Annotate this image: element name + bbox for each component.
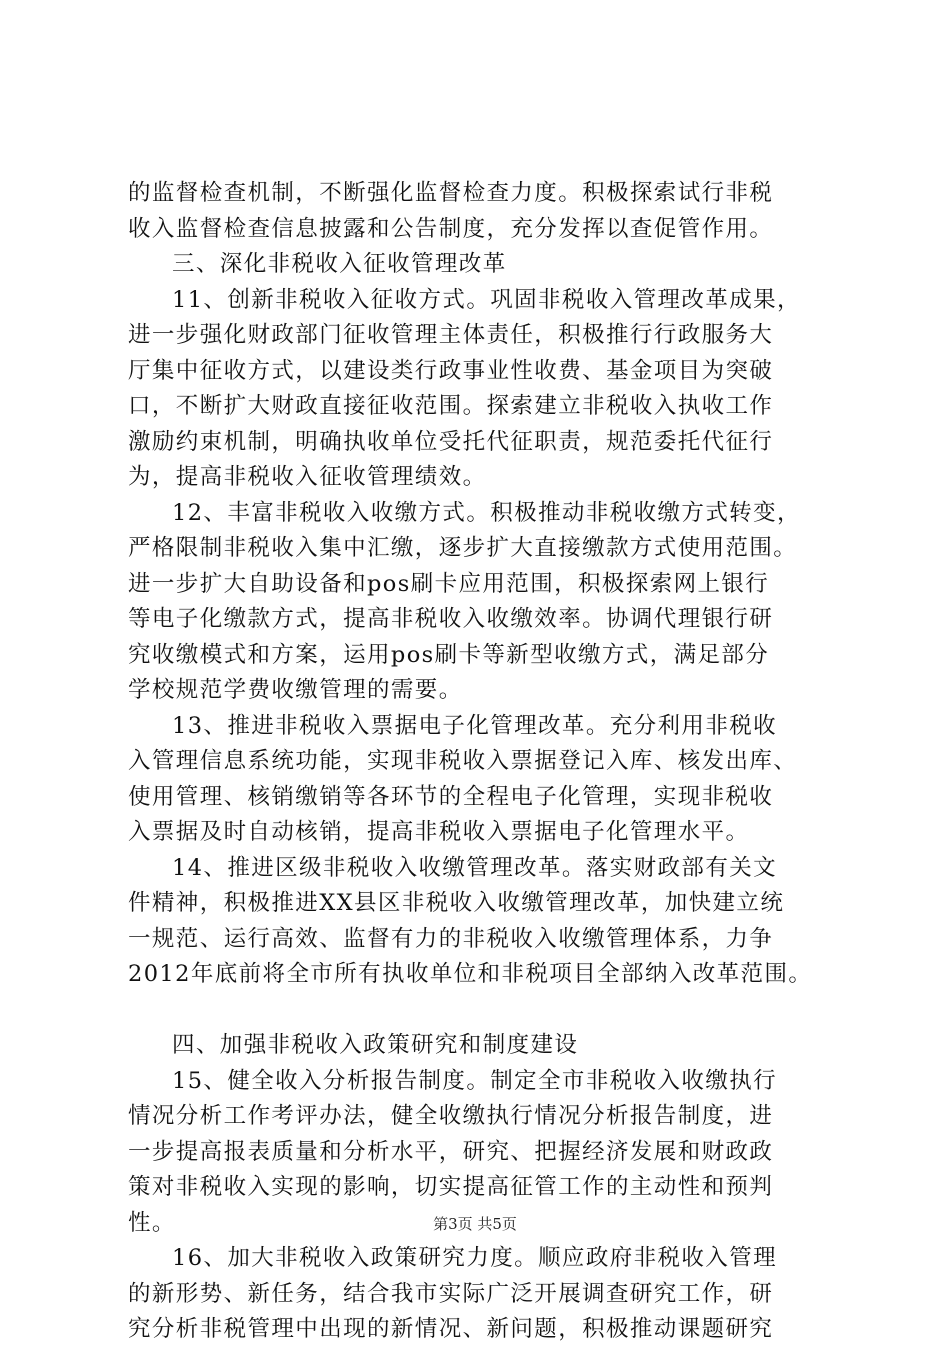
text-line: 入管理信息系统功能，实现非税收入票据登记入库、核发出库、	[128, 748, 798, 774]
text-line: 一步提高报表质量和分析水平，研究、把握经济发展和财政政	[128, 1138, 774, 1165]
text-line: 激励约束机制，明确执收单位受托代征职责，规范委托代征行	[128, 428, 774, 455]
text-line: 使用管理、核销缴销等各环节的全程电子化管理，实现非税收	[128, 783, 774, 810]
blank-line	[128, 993, 850, 1029]
text-line: 入票据及时自动核销，提高非税收入票据电子化管理水平。	[128, 819, 750, 845]
text-line: 2012年底前将全市所有执收单位和非税项目全部纳入改革范围。	[128, 961, 813, 987]
text-line: 一规范、运行高效、监督有力的非税收入收缴管理体系，力争	[128, 925, 774, 952]
text-line: 的新形势、新任务，结合我市实际广泛开展调查研究工作，研	[128, 1280, 774, 1307]
text-line: 收入监督检查信息披露和公告制度，充分发挥以查促管作用。	[128, 215, 774, 242]
text-line: 策对非税收入实现的影响，切实提高征管工作的主动性和预判	[128, 1174, 774, 1200]
text-line: 情况分析工作考评办法，健全收缴执行情况分析报告制度，进	[128, 1103, 774, 1129]
text-line: 11、创新非税收入征收方式。巩固非税收入管理改革成果，	[172, 286, 801, 313]
text-line: 进一步强化财政部门征收管理主体责任，积极推行行政服务大	[128, 322, 774, 348]
text-line: 等电子化缴款方式，提高非税收入收缴效率。协调代理银行研	[128, 606, 774, 632]
text-line: 究分析非税管理中出现的新情况、新问题，积极推动课题研究	[128, 1316, 774, 1342]
text-line: 四、加强非税收入政策研究和制度建设	[172, 1032, 579, 1058]
text-line: 14、推进区级非税收入收缴管理改革。落实财政部有关文	[172, 854, 778, 881]
text-line: 进一步扩大自助设备和pos刷卡应用范围，积极探索网上银行	[128, 570, 770, 597]
text-line: 性。	[128, 1209, 176, 1236]
document-body	[128, 176, 850, 1348]
text-line: 厅集中征收方式，以建设类行政事业性收费、基金项目为突破	[128, 357, 774, 384]
page-footer: 第3页 共5页	[433, 1215, 517, 1233]
text-line: 严格限制非税收入集中汇缴，逐步扩大直接缴款方式使用范围。	[128, 535, 798, 561]
text-line: 16、加大非税收入政策研究力度。顺应政府非税收入管理	[172, 1245, 778, 1271]
text-line: 12、丰富非税收入收缴方式。积极推动非税收缴方式转变，	[172, 499, 801, 526]
text-line: 15、健全收入分析报告制度。制定全市非税收入收缴执行	[172, 1067, 778, 1094]
text-line: 的监督检查机制，不断强化监督检查力度。积极探索试行非税	[128, 180, 774, 206]
text-line: 为，提高非税收入征收管理绩效。	[128, 464, 487, 490]
text-line: 口，不断扩大财政直接征收范围。探索建立非税收入执收工作	[128, 393, 774, 419]
text-line: 学校规范学费收缴管理的需要。	[128, 677, 463, 703]
text-line: 三、深化非税收入征收管理改革	[172, 251, 507, 277]
text-line: 究收缴模式和方案，运用pos刷卡等新型收缴方式，满足部分	[128, 641, 770, 668]
text-line: 件精神，积极推进XX县区非税收入收缴管理改革，加快建立统	[128, 890, 785, 916]
text-line: 13、推进非税收入票据电子化管理改革。充分利用非税收	[172, 712, 778, 739]
